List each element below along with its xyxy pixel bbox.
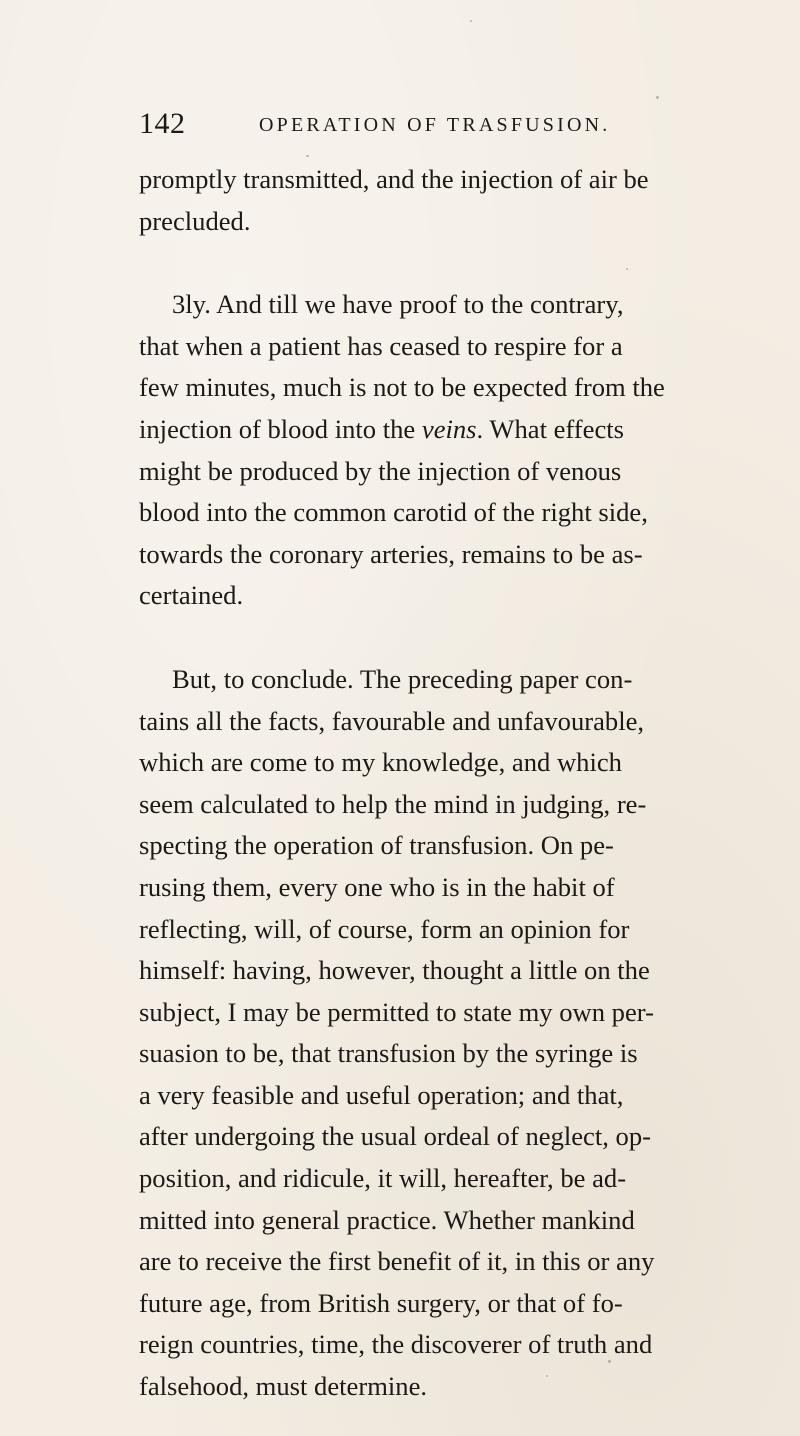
text-line: that when a patient has ceased to respire for a: [139, 330, 623, 361]
text-line: might be produced by the injection of venous: [139, 455, 622, 486]
text-line: blood into the common carotid of the right side,: [139, 497, 648, 528]
text-line: 3ly. And till we have proof to the contrary,: [172, 289, 624, 320]
text-line: after undergoing the usual ordeal of neglect, op-: [139, 1121, 651, 1152]
text-line: future age, from British surgery, or that of fo-: [139, 1287, 623, 1318]
text-line: certained.: [139, 580, 244, 611]
text-line: towards the coronary arteries, remains to be as-: [139, 538, 643, 569]
text-line: specting the operation of transfusion. On pe-: [139, 830, 614, 861]
paper-speck: [546, 1375, 548, 1377]
running-head: [139, 104, 699, 144]
text-fragment: injection of blood into the: [139, 413, 422, 444]
text-line: position, and ridicule, it will, hereafter, be ad-: [139, 1163, 627, 1194]
text-line: precluded.: [139, 205, 251, 236]
paper-speck: [470, 20, 472, 22]
text-line: rusing them, every one who is in the habit of: [139, 871, 615, 902]
paper-speck: [656, 96, 659, 99]
text-line: reflecting, will, of course, form an opinion for: [139, 913, 630, 944]
text-line: himself: having, however, thought a little on the: [139, 955, 650, 986]
text-line: seem calculated to help the mind in judging, re-: [139, 788, 647, 819]
paragraph-1: [139, 159, 683, 242]
paragraph-3: [139, 659, 683, 1408]
text-line: mitted into general practice. Whether mankind: [139, 1204, 635, 1235]
text-line: falsehood, must determine.: [139, 1371, 428, 1402]
text-line: promptly transmitted, and the injection of air be: [139, 164, 649, 194]
text-line: are to receive the first benefit of it, in this or any: [139, 1246, 655, 1277]
text-line: few minutes, much is not to be expected from the: [139, 372, 665, 403]
text-line: suasion to be, that transfusion by the syringe is: [139, 1038, 638, 1069]
text-line-with-italic: [139, 409, 683, 451]
text-line: reign countries, time, the discoverer of truth and: [139, 1329, 653, 1360]
body-text: [139, 159, 683, 1408]
paper-speck: [306, 155, 309, 157]
text-line: subject, I may be permitted to state my own per-: [139, 996, 654, 1027]
page-number: 142: [139, 107, 186, 140]
text-line: a very feasible and useful operation; and that,: [139, 1079, 624, 1110]
italic-word: veins: [421, 413, 477, 444]
running-title: OPERATION OF TRASFUSION.: [259, 114, 611, 136]
text-line: But, to conclude. The preceding paper con-: [172, 663, 633, 694]
text-fragment: . What effects: [476, 413, 624, 444]
paper-speck: [626, 268, 628, 270]
text-line: tains all the facts, favourable and unfavourable,: [139, 705, 645, 736]
paragraph-2: [139, 284, 683, 617]
text-line: which are come to my knowledge, and which: [139, 747, 622, 778]
paper-speck: [608, 1360, 611, 1363]
